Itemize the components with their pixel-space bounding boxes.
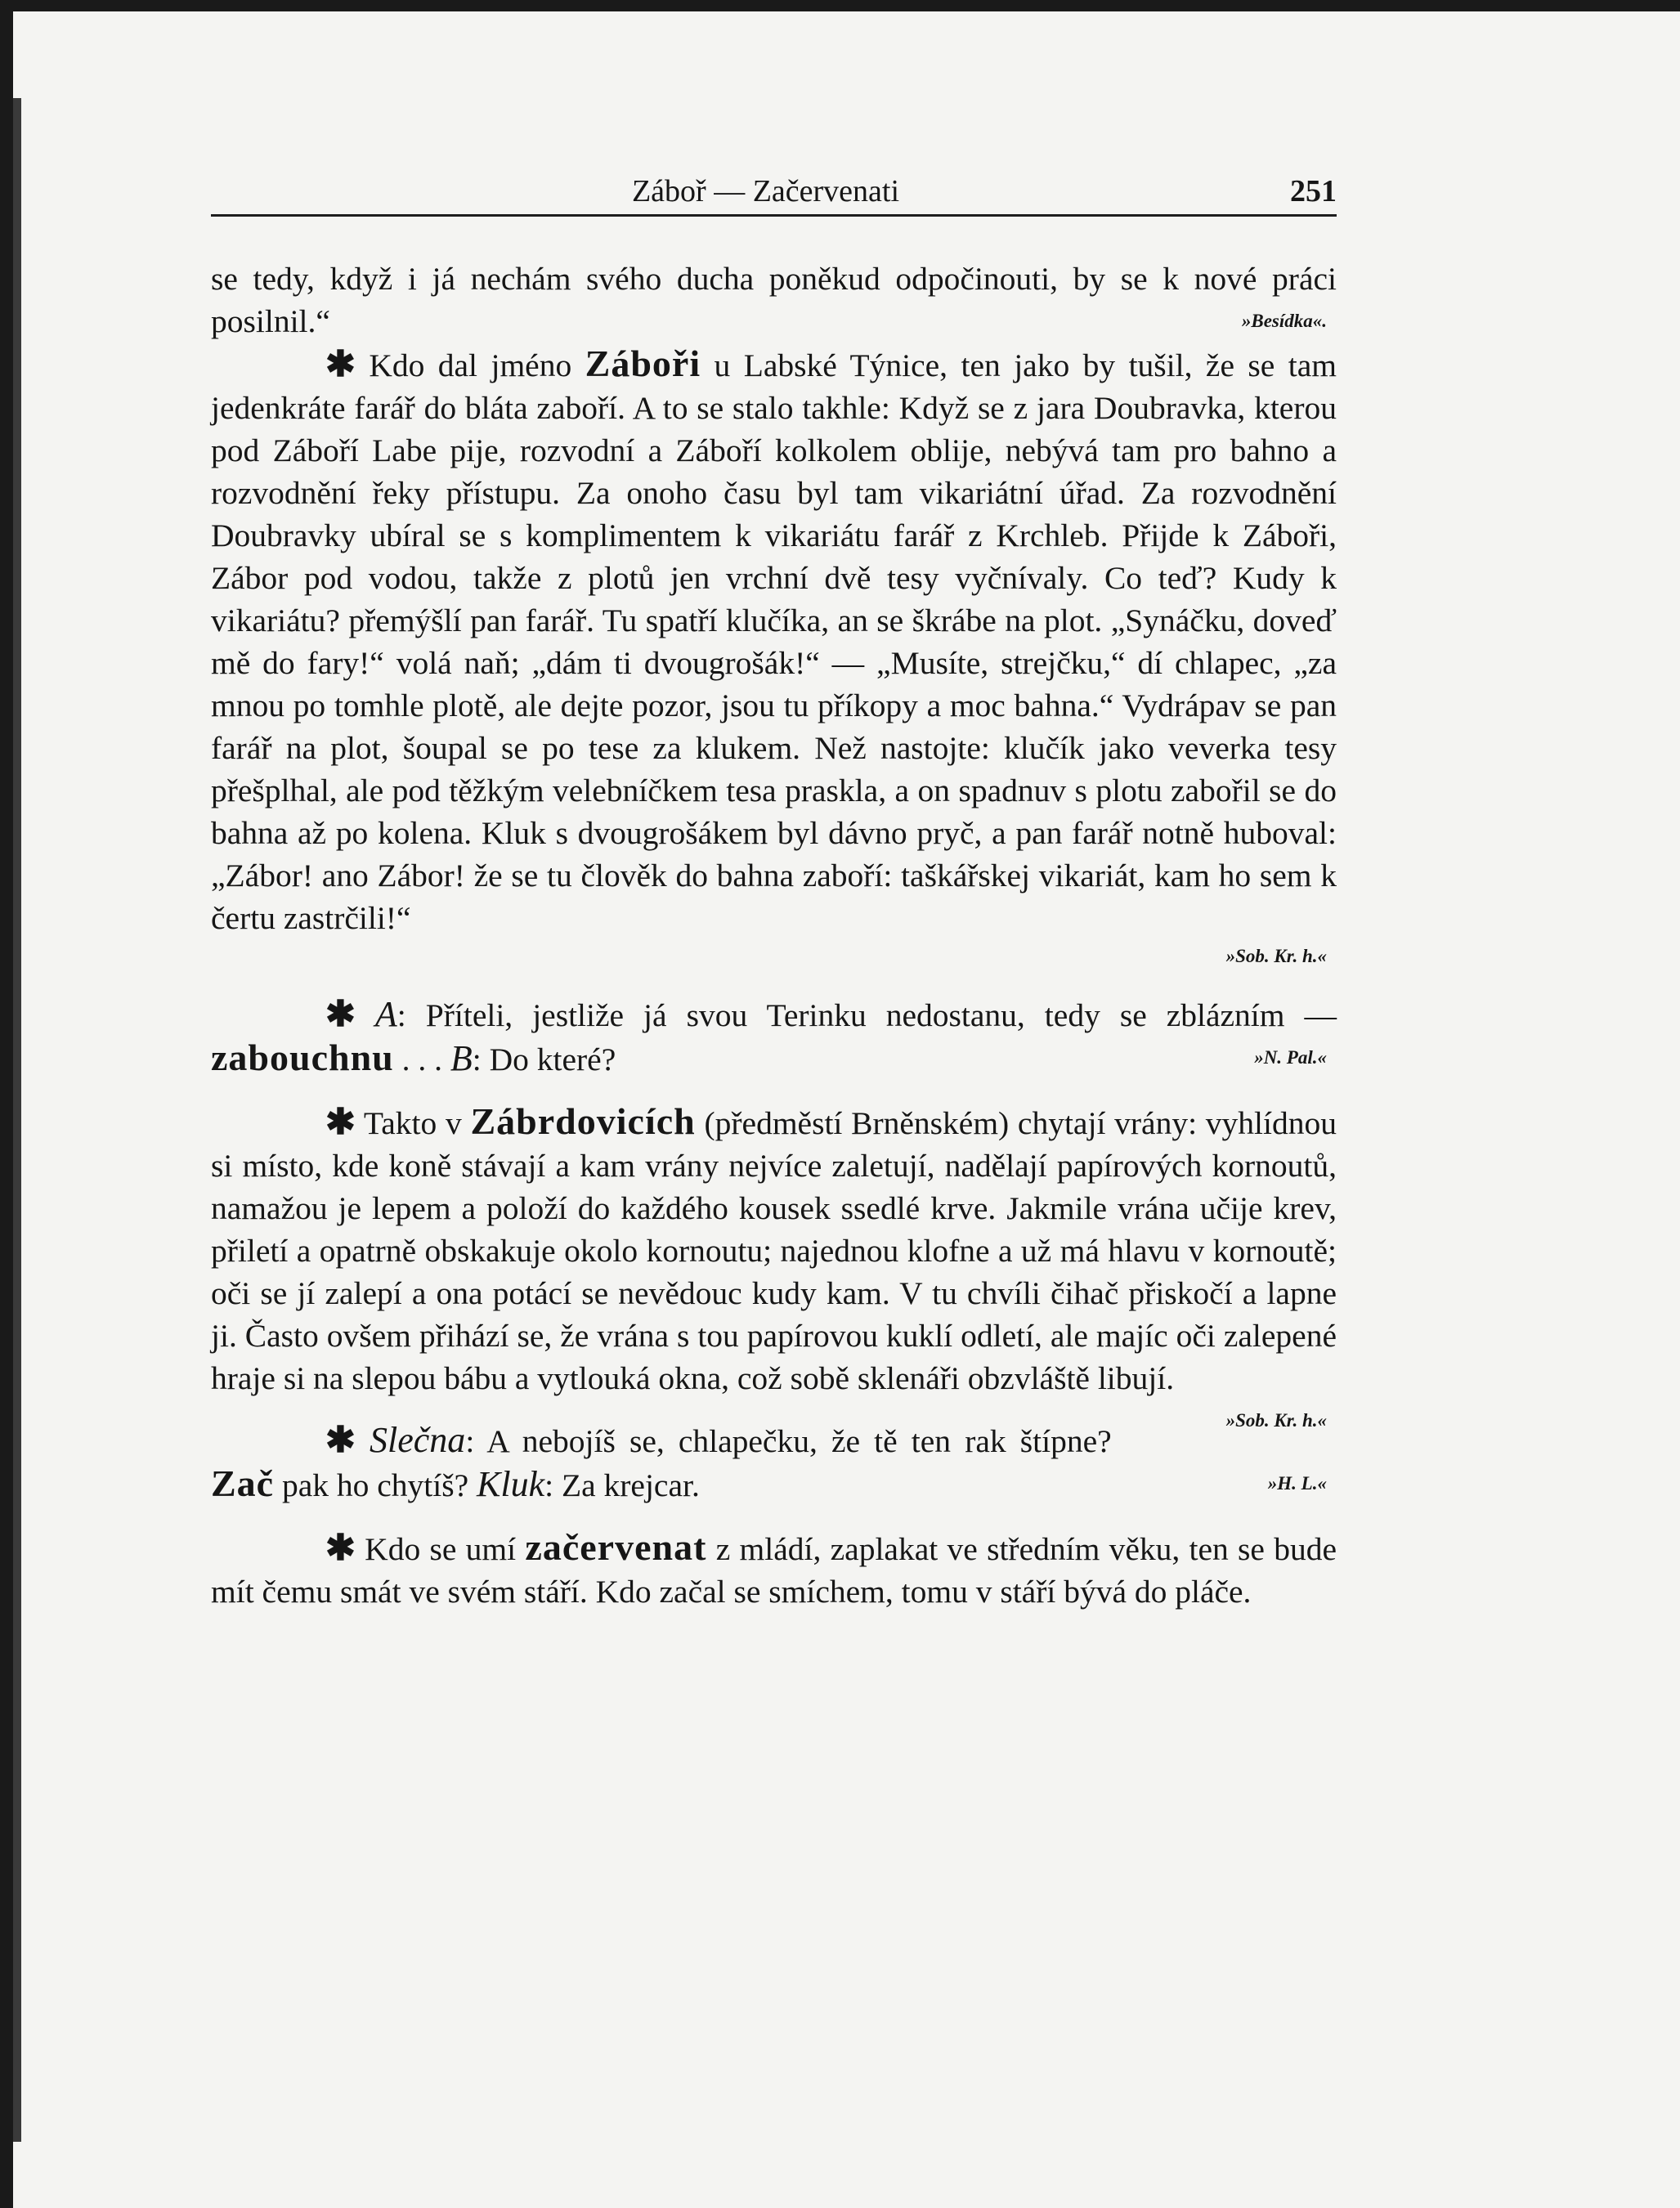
entry-keyword: Záboři [585,343,701,384]
book-page [211,173,1337,1613]
scan-top-edge [0,0,1680,11]
entry-zac: ✱ Slečna: A nebojíš se, chlapečku, že tě ten rak štípne? Zač pak ho chytíš? Kluk: Za krejcar. »H. L.« [211,1419,1337,1507]
entry-keyword: Zač [211,1462,275,1504]
speaker: A [374,994,397,1034]
entry-source: »Sob. Kr. h.« [1225,1410,1327,1431]
page-number: 251 [1290,174,1337,208]
entry-zabrdovicich: ✱ Takto v Zábrdovicích (předměstí Brněnském) chytají vrány: vyhlídnou si místo, kde koně stávají a kam vrány nejvíce zaletují, nadělají papírových kornoutů, namažou je lepem a položí do každého kousek ssedlé krve. Jakmile vrána učije krev, přiletí a opatrně obskakuje okolo kornoutu; najednou klofne a už má hlavu v kornoutě; oči se jí zalepí a ona potácí se nevědouc kudy kam. V tu chvíli čihač přiskočí a lapne ji. Často ovšem přihází se, že vrána s tou papírovou kuklí odletí, ale majíc oči zalepené hraje si na slepou bábu a vytlouká okna, což sobě sklenáři obzvláště libují. »Sob. Kr. h.« [211,1100,1337,1400]
entry-source: »Besídka«. [1241,311,1327,331]
asterisk-icon: ✱ [325,1528,356,1568]
entry-zacervenat: ✱ Kdo se umí začervenat z mládí, zaplakat ve středním věku, ten se bude mít čemu smát ve svém stáří. Kdo začal se smíchem, tomu v stáří bývá do pláče. [211,1526,1337,1610]
asterisk-icon: ✱ [325,1102,356,1142]
entry-continuation: se tedy, když i já nechám svého ducha poněkud odpočinouti, by se k nové práci posilnil.“ »Besídka«. [211,258,1337,343]
asterisk-icon: ✱ [325,344,356,384]
running-header [211,173,1337,217]
entry-keyword: začervenat [525,1526,707,1568]
entry-source: »Sob. Kr. h.« [1225,946,1327,966]
speaker: B [450,1038,473,1078]
header-title: Záboř — Začervenati [631,174,900,208]
page-content [211,258,1337,1613]
entry-source: »H. L.« [1267,1473,1327,1494]
entry-keyword: zabouchnu [211,1037,394,1078]
entry-keyword: Zábrdovicích [470,1100,696,1142]
speaker: Kluk [477,1464,545,1504]
asterisk-icon: ✱ [325,1420,356,1460]
entry-zabori: ✱ Kdo dal jméno Záboři u Labské Týnice, ten jako by tušil, že se tam jedenkráte farář do bláta zaboří. A to se stalo takhle: Když se z jara Doubravka, kterou pod Záboří Labe pije, rozvodní a Záboří kolkolem oblije, nebývá tam pro bahno a rozvodnění řeky přístupu. Za onoho času byl tam vikariátní úřad. Za rozvodnění Doubravky ubíral se s komplimentem k vikariátu farář z Krchleb. Přijde k Záboři, Zábor pod vodou, takže z plotů jen vrchní dvě tesy vyčnívaly. Co teď? Kudy k vikariátu? přemýšlí pan farář. Tu spatří klučíka, an se škrábe na plot. „Synáčku, doveď mě do fary!“ volá naň; „dám ti dvougrošák!“ — „Musíte, strejčku,“ dí chlapec, „za mnou po tomhle plotě, ale dejte pozor, jsou tu příkopy a moc bahna.“ Vydrápav se pan farář na plot, šoupal se po tese za klukem. Než nastojte: klučík jako veverka tesy přešplhal, ale pod těžkým velebníčkem tesa praskla, a on spadnuv s plotu zabořil se do bahna až po kolena. Kluk s dvougrošákem byl dávno pryč, a pan farář notně huboval: „Zábor! ano Zábor! že se tu člověk do bahna zaboří: taškářskej vikariát, kam ho sem k čertu zastrčili!“ [211,343,1337,936]
speaker: Slečna [370,1420,466,1460]
scan-left-edge [0,0,13,2208]
scan-binding-shadow [13,98,21,2142]
entry-zabouchnu: ✱ A: Příteli, jestliže já svou Terinku nedostanu, tedy se zblázním — zabouchnu . . . B: Do které? »N. Pal.« [211,994,1337,1078]
asterisk-icon: ✱ [325,994,356,1034]
entry-source: »N. Pal.« [1254,1047,1327,1068]
